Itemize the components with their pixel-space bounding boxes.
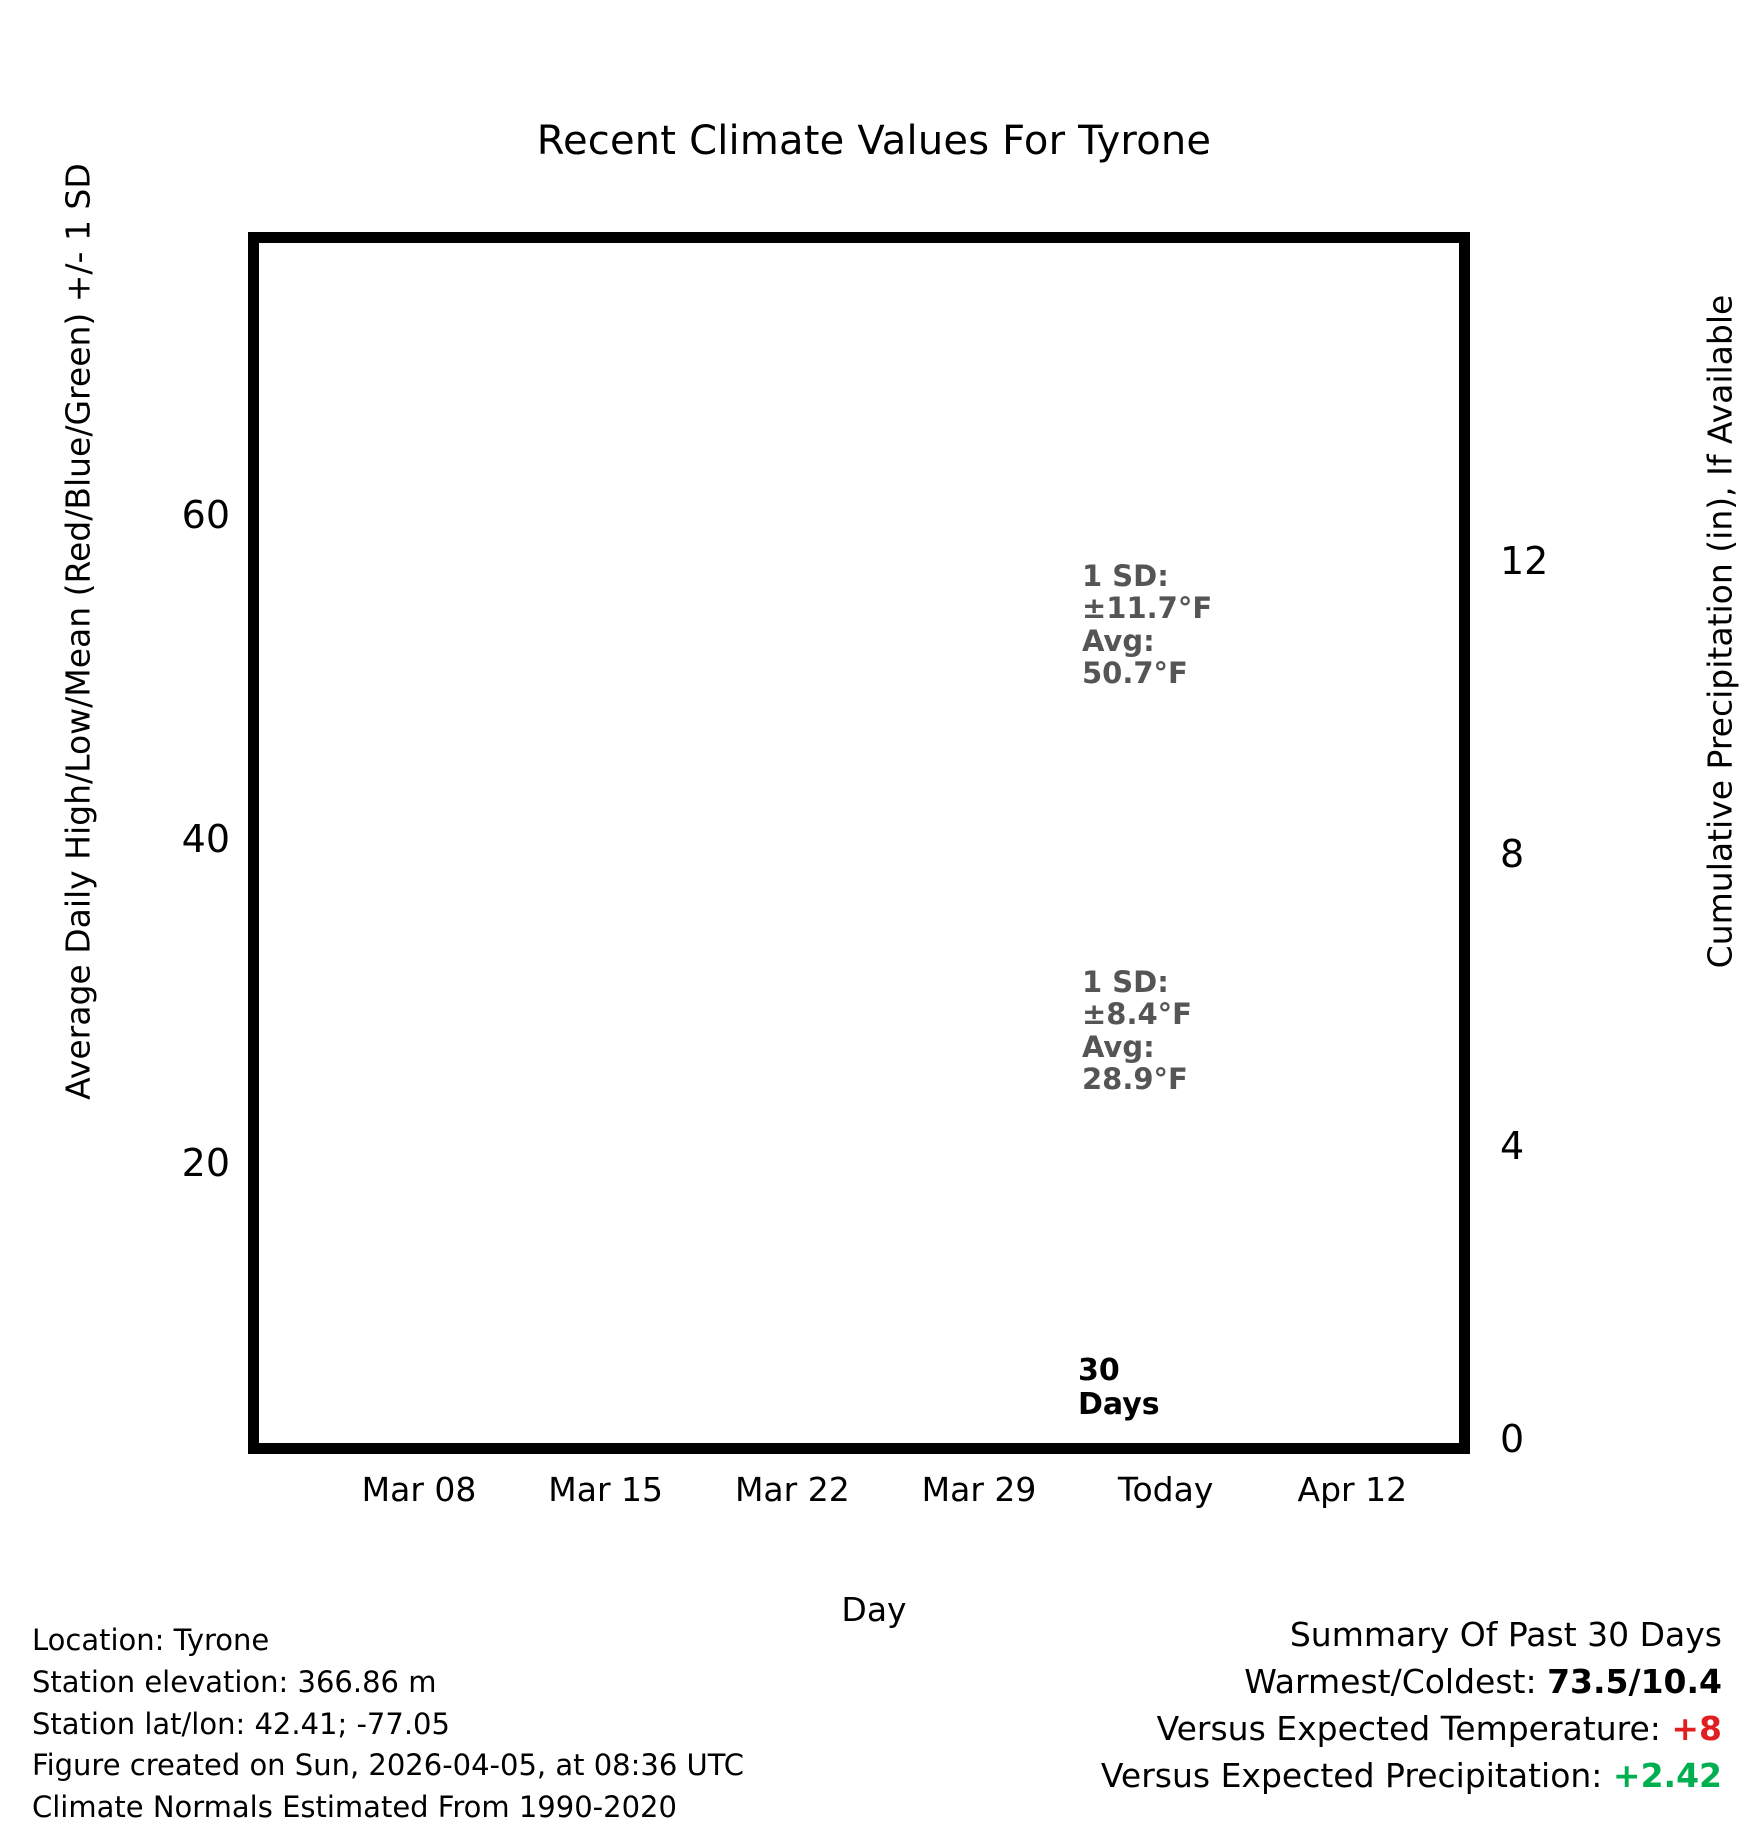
y-axis-label-right: Cumulative Precipitation (in), If Available: [1700, 294, 1740, 969]
y-tick-left: 20: [181, 1141, 230, 1186]
low-sd-value: ±8.4°F: [1082, 997, 1192, 1032]
footer-metadata: [32, 1620, 744, 1829]
high-avg-value: 50.7°F: [1082, 656, 1188, 691]
low-sd-annotation: [1082, 966, 1192, 1096]
x-tick: Mar 08: [361, 1470, 477, 1509]
x-tick: Mar 15: [548, 1470, 664, 1509]
y-tick-right: 8: [1500, 831, 1525, 876]
days-unit: Days: [1078, 1386, 1160, 1422]
summary-title: Summary Of Past 30 Days: [1289, 1615, 1722, 1654]
footer-latlon: Station lat/lon: 42.41; -77.05: [32, 1706, 450, 1741]
footer-elevation: Station elevation: 366.86 m: [32, 1664, 437, 1699]
summary-vs-temperature: [1101, 1706, 1722, 1753]
plot-frame: [248, 232, 1470, 1454]
y-axis-label-left: Average Daily High/Low/Mean (Red/Blue/Green) +/- 1 SD: [58, 163, 98, 1100]
days-count: 30: [1078, 1353, 1120, 1388]
high-avg-label: Avg:: [1082, 623, 1155, 658]
high-sd-annotation: [1082, 560, 1212, 690]
x-tick: Apr 12: [1297, 1470, 1408, 1509]
footer-location: Location: Tyrone: [32, 1623, 270, 1657]
y-tick-left: 40: [181, 817, 230, 861]
vs-precipitation-label: Versus Expected Precipitation:: [1100, 1755, 1603, 1795]
warmest-coldest-label: Warmest/Coldest:: [1244, 1661, 1537, 1701]
vs-temperature-label: Versus Expected Temperature:: [1156, 1708, 1661, 1748]
x-tick: Mar 22: [734, 1470, 850, 1509]
days-annotation: [1078, 1354, 1160, 1421]
vs-precipitation-value: +2.42: [1612, 1755, 1722, 1795]
low-avg-label: Avg:: [1082, 1029, 1155, 1064]
high-sd-value: ±11.7°F: [1082, 591, 1213, 626]
y-tick-left: 60: [181, 492, 230, 537]
footer-created: Figure created on Sun, 2026-04-05, at 08:36 UTC: [32, 1748, 745, 1783]
low-sd-label: 1 SD:: [1082, 965, 1169, 999]
x-tick: Today: [1117, 1470, 1214, 1509]
x-tick: Mar 29: [921, 1470, 1037, 1509]
y-tick-right: 12: [1500, 538, 1549, 583]
summary-panel: [1101, 1612, 1722, 1799]
y-tick-right: 4: [1500, 1124, 1525, 1169]
footer-normals: Climate Normals Estimated From 1990-2020: [32, 1790, 677, 1824]
y-tick-right: 0: [1500, 1417, 1525, 1461]
summary-vs-precipitation: [1101, 1753, 1722, 1800]
x-axis-label: Day: [841, 1590, 907, 1629]
summary-warmest-coldest: [1101, 1659, 1722, 1706]
chart-title: Recent Climate Values For Tyrone: [536, 118, 1212, 164]
high-sd-label: 1 SD:: [1082, 559, 1169, 593]
low-avg-value: 28.9°F: [1082, 1062, 1188, 1097]
vs-temperature-value: +8: [1671, 1708, 1722, 1748]
warmest-coldest-value: 73.5/10.4: [1547, 1661, 1722, 1701]
